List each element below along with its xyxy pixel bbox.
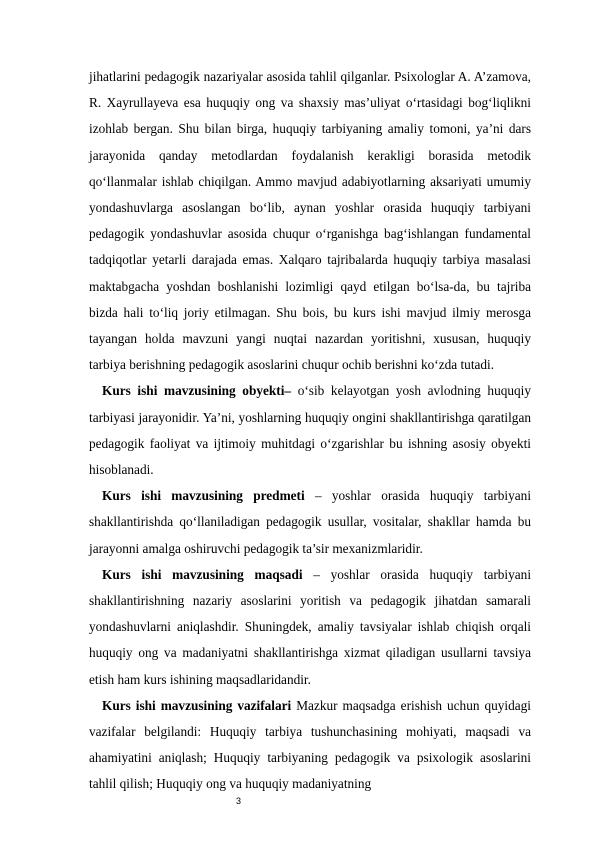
page-number: 3: [236, 796, 242, 806]
paragraph-text: o‘sib kelayotgan yosh avlodning huquqiy tarbiyasi jarayonidir. Ya’ni, yoshlarning huquqiy ongini shakllantirishga qaratilgan pedagogik faoliyat va ijtimoiy muhitdagi o‘zgarishlar bu ishning asosiy obyekti hisoblanadi.: [89, 383, 531, 478]
paragraph-tasks: [89, 693, 531, 798]
paragraph-literature-review: [89, 64, 531, 378]
body-text: [89, 64, 531, 798]
paragraph-goal: [89, 562, 531, 693]
paragraph-subject: [89, 483, 531, 562]
paragraph-object: [89, 378, 531, 483]
paragraph-text: – yoshlar orasida huquqiy tarbiyani shakllantirishda qo‘llaniladigan pedagogik usullar, vositalar, shakllar hamda bu jarayonni amalga oshiruvchi pedagogik ta’sir mexanizmlaridir.: [89, 488, 532, 556]
paragraph-text: jihatlarini pedagogik nazariyalar asosida tahlil qilganlar. Psixologlar A. A’zamova, R. Xayrullayeva esa huquqiy ong va shaxsiy mas’uliyat o‘rtasidagi bog‘liqlikni izohlab bergan. Shu bilan birga, huquqiy tarbiyaning amaliy tomoni, ya’ni dars jarayonida qanday metodlardan foydalanish kerakligi borasida metodik qo‘llanmalar ishlab chiqilgan. Ammo mavjud adabiyotlarning aksariyati umumiy yondashuvlarga asoslangan bo‘lib, aynan yoshlar orasida huquqiy tarbiyani pedagogik yondashuvlar asosida chuqur o‘rganishga bag‘ishlangan fundamental tadqiqotlar yetarli darajada emas. Xalqaro tajribalarda huquqiy tarbiya masalasi maktabgacha yoshdan boshlanishi lozimligi qayd etilgan bo‘lsa-da, bu tajriba bizda hali to‘liq joriy etilmagan. Shu bois, bu kurs ishi mavjud ilmiy merosga tayangan holda mavzuni yangi nuqtai nazardan yoritishni, xususan, huquqiy tarbiya berishning pedagogik asoslarini chuqur ochib berishni ko‘zda tutadi.: [89, 69, 531, 373]
paragraph-text: Mazkur maqsadga erishish uchun quyidagi vazifalar belgilandi: Huquqiy tarbiya tushunchasining mohiyati, maqsadi va ahamiyatini aniqlash; Huquqiy tarbiyaning pedagogik va psixologik asoslarini tahlil qilish; Huquqiy ong va huquqiy madaniyatning: [89, 697, 531, 792]
paragraph-heading: Kurs ishi mavzusining predmeti: [102, 488, 305, 504]
paragraph-text: – yoshlar orasida huquqiy tarbiyani shakllantirishning nazariy asoslarini yoritish va pedagogik jihatdan samarali yondashuvlarni aniqlashdir. Shuningdek, amaliy tavsiyalar ishlab chiqish orqali huquqiy ong va madaniyatni shakllantirishga xizmat qiladigan usullarni tavsiya etish ham kurs ishining maqsadlaridandir.: [89, 566, 532, 687]
paragraph-heading: Kurs ishi mavzusining obyekti–: [102, 383, 292, 399]
paragraph-heading: Kurs ishi mavzusining vazifalari: [102, 697, 292, 713]
paragraph-heading: Kurs ishi mavzusining maqsadi: [102, 566, 303, 582]
